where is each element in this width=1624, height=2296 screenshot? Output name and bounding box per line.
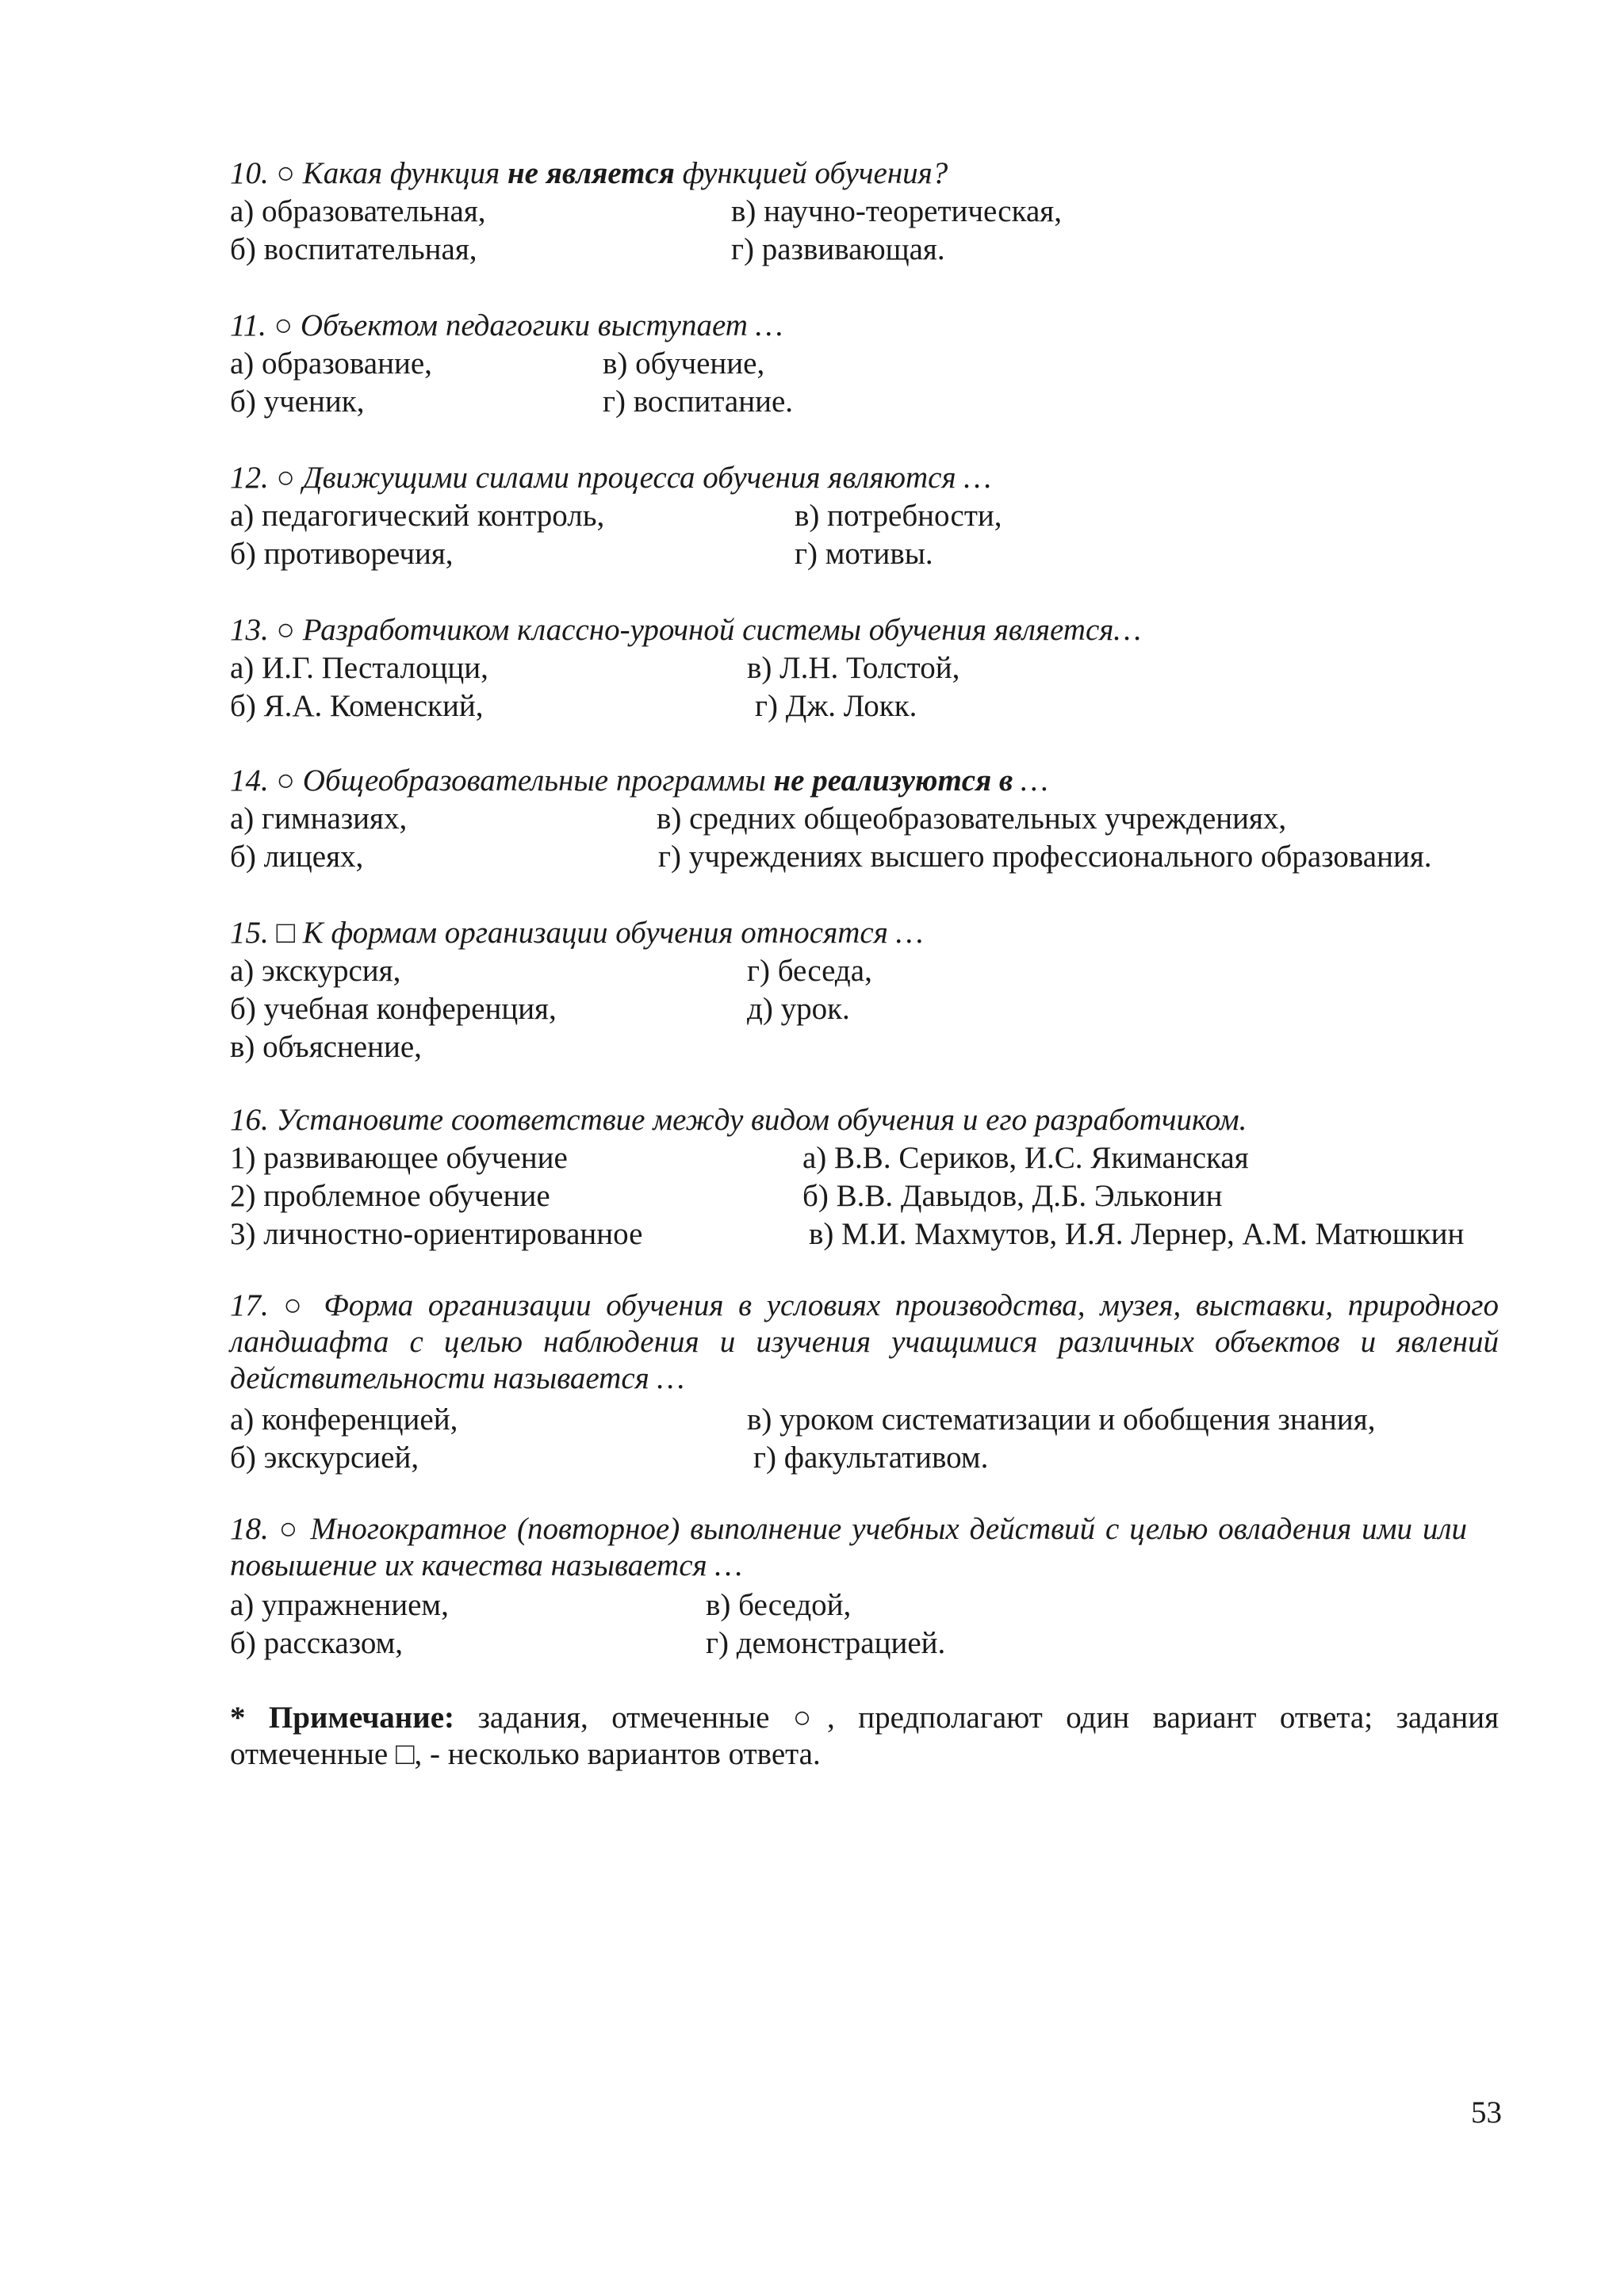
stem-emphasis: не реализуются в — [773, 763, 1013, 798]
question-stem — [230, 155, 948, 192]
option-b: б) лицеях, — [230, 840, 364, 874]
right-item-a: а) В.В. Сериков, И.С. Якиманская — [802, 1141, 1249, 1175]
option-b: б) противоречия, — [230, 537, 454, 571]
stem-text: … — [1013, 763, 1048, 798]
option-a: а) И.Г. Песталоцци, — [230, 651, 488, 685]
stem-text: 10. ○ Какая функция — [230, 156, 508, 190]
page-number: 53 — [1471, 2095, 1502, 2130]
option-v: в) уроком систематизации и обобщения знания, — [747, 1402, 1376, 1437]
question-stem: 18. ○ Многократное (повторное) выполнение учебных действий с целью овладения ими или повышение их качества называется … — [230, 1512, 1467, 1582]
question-stem: 15. □ К формам организации обучения относятся … — [230, 916, 924, 950]
question-stem: 16. Установите соответствие между видом обучения и его разработчиком. — [230, 1103, 1247, 1137]
option-g: г) факультативом. — [753, 1441, 989, 1475]
stem-text: функцией обучения? — [674, 156, 948, 190]
option-d: д) урок. — [747, 992, 850, 1026]
question-stem — [230, 763, 1048, 799]
option-b: б) ученик, — [230, 385, 365, 419]
option-a: а) образование, — [230, 346, 432, 381]
option-b: б) Я.А. Коменский, — [230, 689, 484, 723]
option-b: б) воспитательная, — [230, 232, 477, 266]
option-b: б) учебная конференция, — [230, 992, 557, 1026]
left-item-1: 1) развивающее обучение — [230, 1141, 568, 1175]
question-stem: 13. ○ Разработчиком классно-урочной системы обучения является… — [230, 613, 1142, 647]
footnote-text: задания, отмеченные ○, предполагают один вариант ответа; задания отмеченные □, - несколько вариантов ответа. — [230, 1701, 1500, 1771]
right-item-b: б) В.В. Давыдов, Д.Б. Эльконин — [802, 1179, 1223, 1213]
question-stem: 11. ○ Объектом педагогики выступает … — [230, 308, 783, 342]
option-g: г) демонстрацией. — [706, 1626, 946, 1660]
option-g: г) мотивы. — [795, 537, 933, 571]
stem-text: 14. ○ Общеобразовательные программы — [230, 763, 774, 798]
footnote — [230, 1700, 1499, 1773]
option-g: г) воспитание. — [603, 385, 794, 419]
stem-emphasis: не является — [508, 156, 675, 190]
option-b: б) рассказом, — [230, 1626, 404, 1660]
option-a: а) экскурсия, — [230, 954, 401, 988]
option-a: а) гимназиях, — [230, 802, 408, 836]
question-stem: 12. ○ Движущими силами процесса обучения являются … — [230, 461, 992, 495]
right-item-v: в) М.И. Махмутов, И.Я. Лернер, А.М. Матюшкин — [809, 1217, 1465, 1251]
left-item-3: 3) личностно-ориентированное — [230, 1217, 643, 1251]
option-v: в) потребности, — [795, 499, 1002, 533]
left-item-2: 2) проблемное обучение — [230, 1179, 550, 1213]
option-a: а) педагогический контроль, — [230, 499, 605, 533]
footnote-label: * Примечание: — [230, 1701, 455, 1735]
option-a: а) упражнением, — [230, 1588, 449, 1622]
option-a: а) конференцией, — [230, 1402, 458, 1437]
option-b: б) экскурсией, — [230, 1441, 419, 1475]
option-v: в) беседой, — [706, 1588, 852, 1622]
option-v: в) объяснение, — [230, 1030, 422, 1064]
option-g: г) учреждениях высшего профессионального образования. — [658, 840, 1432, 874]
question-stem: 17. ○ Форма организации обучения в условиях производства, музея, выставки, природного ландшафта с целью наблюдения и изучения учащимися различных объектов и явлений действительности называется … — [230, 1288, 1499, 1395]
option-a: а) образовательная, — [230, 194, 486, 228]
option-v: в) научно-теоретическая, — [731, 194, 1062, 228]
option-v: в) средних общеобразовательных учреждениях, — [657, 802, 1287, 836]
option-g: г) Дж. Локк. — [755, 689, 917, 723]
option-g: г) беседа, — [747, 954, 872, 988]
option-g: г) развивающая. — [731, 232, 945, 266]
option-v: в) Л.Н. Толстой, — [747, 651, 960, 685]
option-v: в) обучение, — [603, 346, 765, 381]
